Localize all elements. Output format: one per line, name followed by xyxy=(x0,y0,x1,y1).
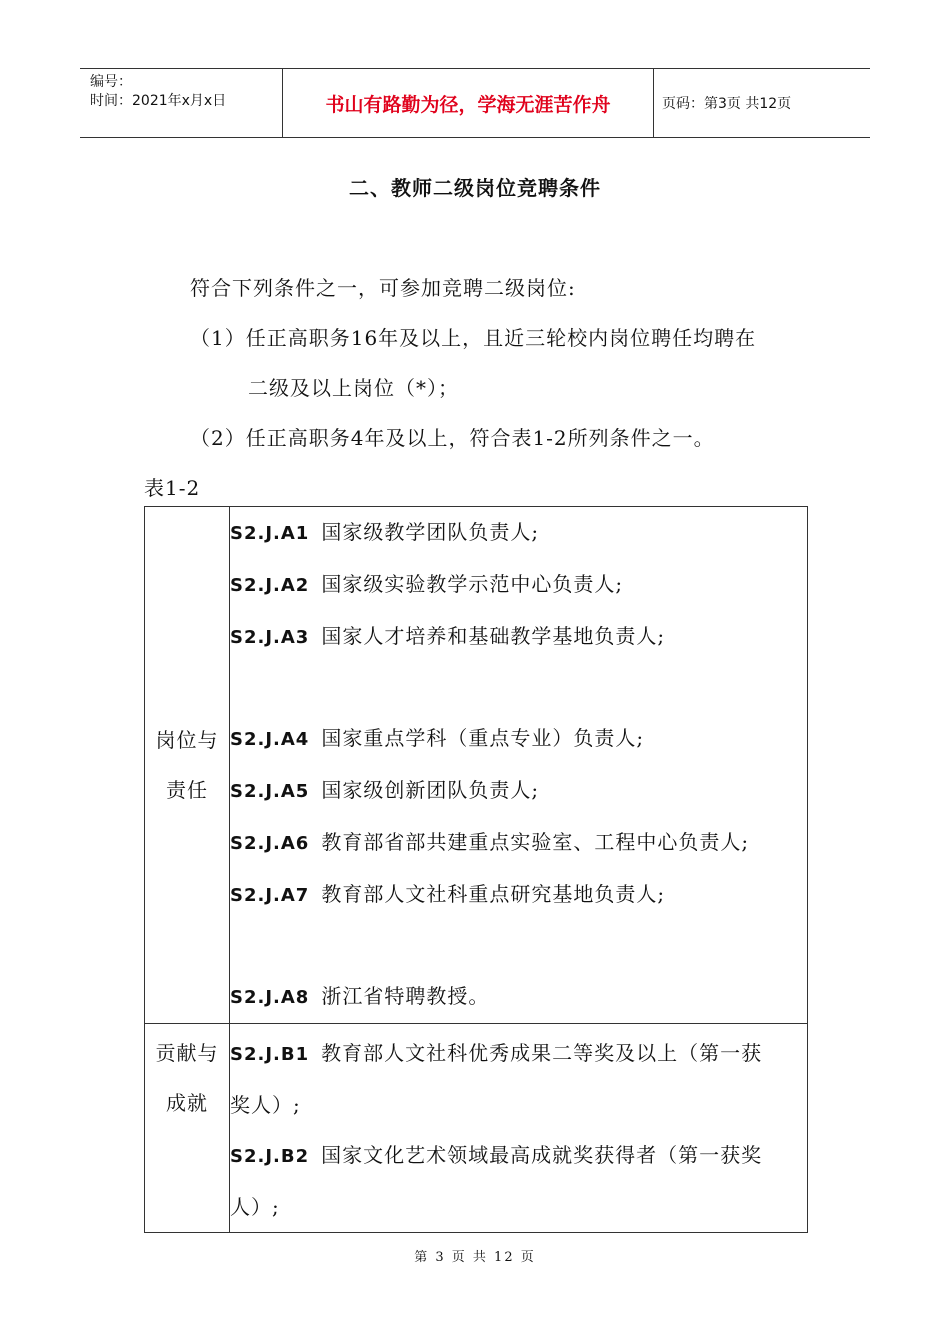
header-meta xyxy=(90,73,226,111)
category-cell-achievements xyxy=(145,1024,230,1233)
list-item xyxy=(230,713,807,765)
item-text: 国家级教学团队负责人; xyxy=(321,520,540,544)
page-header xyxy=(80,68,870,138)
category-label-line: 岗位与 xyxy=(155,728,219,752)
condition-2: （2）任正高职务4年及以上，符合表1-2所列条件之一。 xyxy=(190,426,715,450)
header-page-code: 页码：第3页 共12页 xyxy=(662,96,792,112)
item-code: S2.J.A1 xyxy=(230,523,310,544)
item-text: 国家级创新团队负责人; xyxy=(321,778,540,802)
list-item xyxy=(230,971,807,1023)
category-label-line: 成就 xyxy=(166,1091,208,1115)
header-motto: 书山有路勤为径，学海无涯苦作舟 xyxy=(282,69,654,137)
item-code: S2.J.B1 xyxy=(230,1044,310,1065)
list-item xyxy=(230,765,807,817)
list-item xyxy=(230,869,807,921)
requirements-table xyxy=(144,506,808,1233)
item-code: S2.J.A4 xyxy=(230,729,310,750)
list-item-continuation: 奖人）; xyxy=(230,1093,301,1117)
item-text: 国家重点学科（重点专业）负责人; xyxy=(321,726,645,750)
item-code: S2.J.A8 xyxy=(230,987,310,1008)
list-item xyxy=(230,817,807,869)
document-date-label: 时间：2021年x月x日 xyxy=(90,93,227,109)
item-code: S2.J.A2 xyxy=(230,575,310,596)
page-footer: 第 3 页 共 12 页 xyxy=(414,1250,536,1265)
document-number-label: 编号： xyxy=(90,74,132,90)
item-text: 教育部省部共建重点实验室、工程中心负责人; xyxy=(321,830,750,854)
item-text: 浙江省特聘教授。 xyxy=(321,984,490,1008)
category-cell-positions xyxy=(145,507,230,1024)
table-row-positions xyxy=(145,507,808,1024)
list-item xyxy=(230,611,807,663)
item-text: 国家人才培养和基础教学基地负责人; xyxy=(321,624,666,648)
items-cell-positions xyxy=(230,507,808,1024)
list-item xyxy=(230,1028,807,1080)
category-label-line: 贡献与 xyxy=(155,1041,219,1065)
item-code: S2.J.A5 xyxy=(230,781,310,802)
list-item-continuation: 人）; xyxy=(230,1195,280,1219)
item-text: 教育部人文社科重点研究基地负责人; xyxy=(321,882,666,906)
blank-line xyxy=(230,663,807,713)
category-label-line: 责任 xyxy=(166,778,208,802)
condition-1-line-1: （1）任正高职务16年及以上，且近三轮校内岗位聘任均聘在 xyxy=(190,326,757,350)
item-code: S2.J.A3 xyxy=(230,627,310,648)
condition-1-line-2: 二级及以上岗位（*）； xyxy=(248,376,459,400)
item-text: 国家文化艺术领域最高成就奖获得者（第一获奖 xyxy=(321,1143,763,1167)
section-title: 二、教师二级岗位竞聘条件 xyxy=(349,176,601,200)
item-text: 国家级实验教学示范中心负责人; xyxy=(321,572,624,596)
list-item xyxy=(230,507,807,559)
item-code: S2.J.B2 xyxy=(230,1146,310,1167)
blank-line xyxy=(230,921,807,971)
intro-paragraph: 符合下列条件之一，可参加竞聘二级岗位: xyxy=(190,276,576,300)
list-item xyxy=(230,559,807,611)
list-item xyxy=(230,1130,807,1182)
items-cell-achievements xyxy=(230,1024,808,1233)
item-code: S2.J.A7 xyxy=(230,885,310,906)
item-text: 教育部人文社科优秀成果二等奖及以上（第一获 xyxy=(321,1041,763,1065)
item-code: S2.J.A6 xyxy=(230,833,310,854)
table-row-achievements xyxy=(145,1024,808,1233)
table-caption: 表1-2 xyxy=(144,476,201,500)
